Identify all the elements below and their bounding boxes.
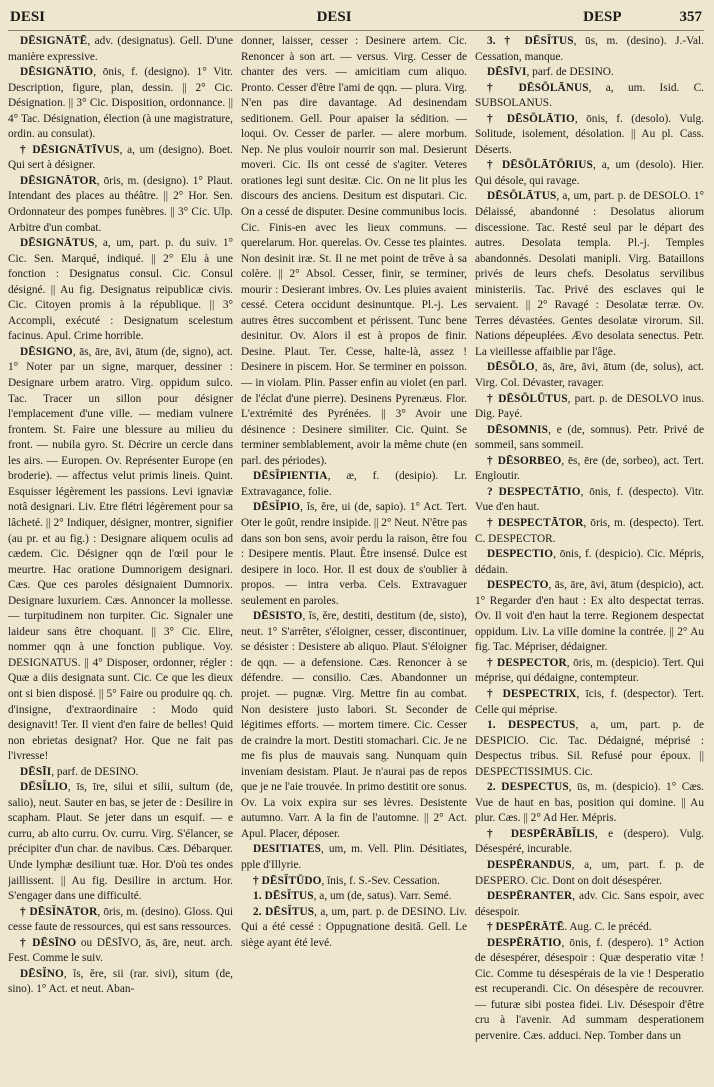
column-2 — [241, 34, 467, 1086]
entry-headword: DESPECTIO — [487, 548, 554, 561]
entry-headword: DESPĒRANTER — [487, 890, 573, 903]
entry-definition: , ōnis, f. (despero). 1° Action de désespérer, désespoir : Quæ desperatio vitæ ! Cic. Comme tu désespérais de la vie ! Desperatio est recuperandi. Cic. On désespère de recouvrer. — futuræ sibi postea fidei. Liv. Désespoir d'être cru à l'avenir. Ad summam desperationem pervenire. Cæs. adduci. Nep. Tomber dans un — [475, 936, 704, 1042]
dictionary-entry — [8, 905, 233, 936]
entry-definition: , ōnis, f. (designo). 1° Vitr. Description, figure, plan, dessin. || 2° Cic. Désignation. || 3° Cic. Disposition, ordonnance. || 4° Tac. Désignation, élection (à une magistrature, ordin. au consulat). — [8, 66, 233, 141]
entry-headword: DĒSIGNĀTUS — [20, 237, 95, 250]
entry-headword: † DĒSĪNO — [20, 936, 77, 949]
entry-headword: DĒSOMNIS — [487, 423, 549, 436]
dictionary-entry — [241, 500, 467, 609]
dictionary-entry — [475, 454, 704, 485]
entry-definition: donner, laisser, cesser : Desinere artem. Cic. Renoncer à son art. — versus. Virg. Cesser de chanter des vers. — amicitiam cum aliquo. Pronto. Cesser d'être l'ami de qqn. — plura. Virg. N'en pas dire davantage. Ad desinendam seditionem. Gell. Pour apaiser la sédition. — loqui. Ov. Cesser de parler. — alere morbum. Nep. Ne plus vouloir nourrir son mal. Desierunt moveri. Cic. Ils ont cessé de s'agiter. Veteres orationes legi sunt desitæ. Cic. On ne lit plus les discours des anciens. Desitum est disputari. Cic. On a cessé de disputer. Desine communibus locis. Cic. Finis-en avec les lieux communs. — querelarum. Hor. querelas. Ov. Cesse tes plaintes. Non desinit iræ. St. Il ne met point de trêve à sa colère. || 2° Absol. Cesser, finir, se terminer, mourir : Desierant imbres. Ov. Les pluies avaient cessé. Cetera occidunt desinuntque. Pl.-j. Les autres êtres succombent et périssent. Tunc bene desinitur. Ov. Alors il est à propos de finir. Desine. Plaut. Ter. Cesse, halte-là, assez ! Desinere in piscem. Hor. Se terminer en poisson. — in violam. Plin. Passer enfin au violet (en parl. de l'éclat d'une pierre). Desinens Pyrenæus. Flor. L'extrémité des Pyrénées. || 3° Avoir une désinence : Desinere similiter. Cic. Quint. Se terminer semblablement, avoir la même chute (en parl. des périodes). — [241, 35, 467, 467]
entry-headword: 2. DESPECTUS — [487, 781, 569, 794]
entry-headword: 2. DĒSĬTUS — [253, 905, 315, 918]
entry-definition: , ās, āre, āvi, ātum (despicio), act. 1° Regarder d'en haut : Ex alto despectat terras. Ov. Il voit d'en haut la terre. Regionem despectat oppidum. Liv. La ville domine la contrée. || 2° Au fig. Tac. Mépriser, dédaigner. — [475, 579, 704, 654]
entry-headword: DĒSISTO — [253, 610, 303, 623]
entry-definition: , a, um (designo). Boet. Qui sert à désigner. — [8, 143, 233, 172]
entry-definition: , a, um, part. f. p. de DESPERO. Cic. Dont on doit désespérer. — [475, 858, 704, 887]
dictionary-entry — [241, 905, 467, 952]
header-center-word: DESI — [316, 9, 352, 25]
dictionary-entry — [241, 609, 467, 842]
dictionary-entry — [8, 65, 233, 143]
entry-headword: † DĒSŌLĀNUS — [487, 81, 589, 94]
dictionary-entry — [475, 889, 704, 920]
dictionary-entry — [475, 65, 704, 81]
dictionary-entry — [475, 392, 704, 423]
entry-headword: † DESPECTRIX — [487, 687, 577, 700]
entry-headword: DESPĒRANDUS — [487, 858, 572, 871]
entry-headword: 1. DĒSĬTUS — [253, 890, 314, 903]
entry-definition: , ōris, m. (desino). Gloss. Qui cesse faute de ressources, qui est sans ressources. — [8, 905, 233, 934]
dictionary-entry — [8, 236, 233, 345]
dictionary-entry — [475, 360, 704, 391]
entry-definition: , a, um (de, satus). Varr. Semé. — [313, 890, 452, 903]
entry-definition: , ās, āre, āvi, ātum (de, signo), act. 1° Noter par un signe, marquer, dessiner : Designare urbem aratro. Virg. oppidum sulco. Tac. Tracer un sillon pour désigner l'emplacement d'une ville. — mediam vulnere frontem. St. Faire une blessure au milieu du front. — nubila gyro. St. Décrire un cercle dans les airs. — Europen. Ov. Représenter Europe (en broderie). — affectus velut primis lineis. Quint. Esquisser légèrement les passions. Levi ignaviæ notâ designari. Liv. Etre flétri légèrement pour sa lâcheté. || 2° Indiquer, désigner, montrer, signifier (au pr. et au fig.) : Designare aliquem oculis ad cædem. Cic. Désigner qqn de l'œil pour le meurtre. Hac oratione Dumnorigem designari. Cæs. Que ces paroles désignaient Dumnorix. Designare luxuriem. Cæs. Annoncer la mollesse. — turpitudinem non turpiter. Cic. Signaler une laideur sans être choquant. || 3° Cic. Elire, nommer qqn à une fonction publique. Voy. DESIGNATUS. || 4° Disposer, ordonner, régler : Quæ a diis designata sunt. Cic. Ce que les dieux ont si bien disposé. || 5° Faire ou produire qq. ch. d'insigne, d'extraordinaire : Modo quid designavit! Ter. Il vient d'en faire de belles! Quid non ebrietas designat? Hor. Que ne fait pas l'ivresse! — [8, 345, 233, 763]
entry-headword: DESPĒRĀTIO — [487, 936, 562, 949]
entry-definition: , ĭnis, f. S.-Sev. Cessation. — [321, 874, 440, 887]
page-number: 357 — [679, 9, 702, 25]
entry-definition: , adv. (designatus). Gell. D'une manière expressive. — [8, 35, 233, 63]
entry-headword: DĒSŌLĀTUS — [487, 190, 557, 203]
entry-definition: , ōnis, f. (despecto). Vitr. Vue d'en haut. — [475, 485, 704, 514]
dictionary-entry — [8, 174, 233, 236]
entry-headword: DĒSĬPIO — [253, 501, 301, 514]
entry-headword: 3. † DĒSĬTUS — [487, 35, 574, 47]
entry-definition: , æ, f. (desipio). Lr. Extravagance, folie. — [241, 470, 467, 498]
dictionary-entry — [8, 143, 233, 174]
dictionary-entry — [475, 578, 704, 656]
entry-definition: , ōris, m. (despecto). Tert. C. DESPECTOR. — [475, 516, 704, 545]
dictionary-entry — [241, 874, 467, 890]
entry-headword: DĒSĪI — [20, 765, 52, 778]
header-left-word: DESI — [10, 9, 46, 25]
dictionary-entry — [475, 858, 704, 889]
entry-definition: , a, um, part. p. du suiv. 1° Cic. Sen. Marqué, indiqué. || 2° Elu à une fonction : Designatus consul. Cic. Consul désigné. || Au fig. Designatus reipublicæ civis. Cic. Citoyen promis à la république. || 3° Accompli, exécuté : Designatum scelestum facinus. Apul. Crime horrible. — [8, 237, 233, 343]
dictionary-entry — [475, 656, 704, 687]
entry-headword: DĒSIGNĀTIO — [20, 66, 94, 79]
dictionary-entry — [475, 547, 704, 578]
dictionary-entry — [8, 936, 233, 967]
dictionary-entry — [475, 158, 704, 189]
header-right-word: DESP — [583, 9, 622, 25]
dictionary-entry — [241, 889, 467, 905]
entry-definition: , ĭs, ĕre, sii (rar. sivi), situm (de, sino). 1° Act. et neut. Aban- — [8, 967, 233, 996]
entry-headword: DĒSĬPIENTIA — [253, 470, 328, 483]
dictionary-entry — [8, 34, 233, 65]
entry-definition: , um, m. Vell. Plin. Désitiates, pple d'Illyrie. — [241, 843, 467, 871]
entry-headword: DĒSIGNĀTOR — [20, 174, 97, 187]
entry-definition: , parf. de DESINO. — [526, 66, 614, 79]
entry-definition: , e (de, somnus). Petr. Privé de sommeil, sans sommeil. — [475, 423, 704, 452]
dictionary-entry — [475, 516, 704, 547]
dictionary-entry — [475, 687, 704, 718]
dictionary-entry — [475, 780, 704, 827]
column-3 — [475, 34, 704, 1086]
entry-headword: 1. DESPECTUS — [487, 719, 576, 732]
entry-definition: , parf. de DESINO. — [51, 765, 139, 778]
entry-headword: DĒSĬLIO — [20, 781, 68, 794]
entry-headword: DESITIATES — [253, 843, 321, 856]
entry-definition: , adv. Cic. Sans espoir, avec désespoir. — [475, 890, 704, 918]
entry-headword: † DESPECTOR — [487, 656, 567, 669]
entry-headword: † DĒSORBEO — [487, 454, 562, 467]
dictionary-entry — [475, 112, 704, 159]
entry-definition: , ēs, ēre (de, sorbeo), act. Tert. Engloutir. — [475, 454, 704, 483]
entry-headword: DĒSIGNĀTĒ — [20, 35, 88, 47]
dictionary-entry — [241, 469, 467, 500]
header-rule — [8, 30, 704, 31]
entry-headword: DĒSIGNO — [20, 345, 73, 358]
dictionary-entry — [8, 967, 233, 998]
entry-headword: † DESPECTĀTOR — [487, 516, 584, 529]
header-right-group — [583, 9, 702, 26]
entry-headword: † DESPĒRĀTĒ — [487, 921, 565, 934]
entry-definition: , īcis, f. (despector). Tert. Celle qui méprise. — [475, 687, 704, 716]
entry-definition: . Aug. C. le précéd. — [564, 921, 652, 934]
entry-headword: † DĒSIGNĀTĪVUS — [20, 143, 120, 156]
entry-definition: , a, um, part. p. de DESINO. Liv. Qui a été cessé : Oppugnatione desitâ. Gell. Le siège ayant été levé. — [241, 905, 467, 949]
dictionary-entry — [8, 780, 233, 904]
entry-definition: , a, um. Isid. C. SUBSOLANUS. — [475, 81, 704, 110]
entry-definition: , a, um, part. p. de DESOLO. 1° Délaissé, abandonné : Desolatus aliorum discessione. Tac. Resté seul par le départ des autres. Desolata templa. Pl.-j. Temples abandonnés. Desolati manipli. Virg. Bataillons privés de leurs chefs. Desolatus servilibus ministeriis. Tac. Privé des esclaves qui le servaient. || 2° Ravagé : Desolatæ terræ. Ov. Terres dévastées. Gentes desolatæ virorum. Sil. Nations dépeuplées. Ævo desolata senectus. Petr. La vieillesse affaiblie par l'âge. — [475, 190, 704, 358]
dictionary-entry — [475, 936, 704, 1045]
dictionary-entry — [475, 718, 704, 780]
entry-definition: , ūs, m. (despicio). 1° Cæs. Vue de haut en bas, position qui domine. || Au plur. Cæs. || 2° Ad Her. Mépris. — [475, 781, 704, 825]
dictionary-entry — [475, 485, 704, 516]
entry-definition: , part. p. de DESOLVO inus. Dig. Payé. — [475, 392, 704, 421]
entry-definition: , ōnis, f. (desolo). Vulg. Solitude, isolement, désolation. || Au pl. Cass. Déserts. — [475, 112, 704, 156]
entry-definition: ou DĒSĪVO, ās, āre, neut. arch. Fest. Comme le suiv. — [8, 936, 233, 965]
entry-definition: , ĭs, ĕre, destiti, destitum (de, sisto), neut. 1° S'arrêter, s'éloigner, cesser, discontinuer, se désister : Desistere ab aliquo. Plaut. S'éloigner de qqn. — a defensione. Cæs. Renoncer à se défendre. — consilio. Cæs. Abandonner un projet. — pugnæ. Virg. Mettre fin au combat. Non desistere justo labori. St. Seconder de légitimes efforts. — mortem timere. Cic. Cesser de craindre la mort. Destiti stomachari. Cic. Je ne me fis plus de mauvais sang. Nunquam quin inveniam desistam. Plaut. Je n'aurai pas de repos que je ne l'aie trouvée. In primo destitit ore sonus. Ov. La voix expira sur ses lèvres. Desistente autumno. Varr. A la fin de l'automne. || 2° Act. Apul. Placer, déposer. — [241, 610, 467, 840]
entry-headword: ? DESPECTĀTIO — [487, 485, 581, 498]
column-1 — [8, 34, 233, 1086]
entry-headword: † DĒSŌLŪTUS — [487, 392, 568, 405]
entry-headword: DĒSĬNO — [20, 967, 64, 980]
dictionary-entry — [475, 827, 704, 858]
entry-headword: † DĒSĬTŪDO — [253, 874, 322, 887]
entry-definition: , ĭs, ĕre, ui (de, sapio). 1° Act. Tert. Oter le goût, rendre insipide. || 2° Neut. N'être pas dans son bon sens, avoir perdu la raison, être fou : Desipere mentis. Plaut. Être insensé. Dulce est desipere in loco. Hor. Il est doux de s'oublier à propos. — intra verba. Cels. Extravaguer seulement en paroles. — [241, 501, 467, 607]
entry-headword: DĒSĪVI — [487, 66, 527, 79]
dictionary-entry — [475, 423, 704, 454]
dictionary-entry — [475, 920, 704, 936]
dictionary-entry — [8, 765, 233, 781]
dictionary-entry — [241, 34, 467, 469]
dictionary-entry — [475, 189, 704, 360]
entry-definition: , a, um, part. p. de DESPICIO. Cic. Tac. Dédaigné, méprisé : Despectus tribus. Sil. Refusé pour époux. || DESPECTISSIMUS. Cic. — [475, 719, 704, 778]
entry-headword: † DĒSĬNĀTOR — [20, 905, 98, 918]
entry-definition: , ās, āre, āvi, ātum (de, solus), act. Virg. Col. Dévaster, ravager. — [475, 361, 704, 390]
dictionary-entry — [475, 81, 704, 112]
entry-definition: , a, um (desolo). Hier. Qui désole, qui ravage. — [475, 159, 704, 187]
entry-headword: DESPECTO — [487, 579, 549, 592]
columns — [8, 34, 704, 1086]
entry-headword: † DĒSŌLĀTIO — [487, 112, 575, 125]
entry-headword: † DESPĒRĀBĬLIS — [487, 827, 595, 840]
dictionary-entry — [241, 842, 467, 873]
running-header — [8, 6, 704, 26]
entry-definition: , e (despero). Vulg. Désespéré, incurable. — [475, 827, 704, 856]
entry-definition: , ōris, m. (despicio). Tert. Qui méprise, qui dédaigne, contempteur. — [475, 656, 704, 685]
dictionary-entry — [8, 345, 233, 765]
entry-definition: , īs, īre, silui et silii, sultum (de, salio), neut. Sauter en bas, se jeter de : Desilire in scapham. Plaut. Se jeter dans un esquif. — e curru, ab alto curru. Ov. curru. Virg. S'élancer, se précipiter d'un char. de navibus. Cæs. Débarquer. Unde lymphæ desiliunt tuæ. Hor. D'où tes ondes jaillissent. || Au fig. Desilire in arctum. Hor. S'engager dans une difficulté. — [8, 781, 233, 903]
entry-headword: DĒSŌLO — [487, 361, 535, 374]
dictionary-entry — [475, 34, 704, 65]
entry-definition: , ōris, m. (designo). 1° Plaut. Intendant des places au théâtre. || 2° Hor. Sen. Ordonnateur des pompes funèbres. || 3° Cic. Ulp. Arbitre d'un combat. — [8, 174, 233, 234]
entry-headword: † DĒSŌLĀTŌRIUS — [487, 159, 593, 172]
entry-definition: , ōnis, f. (despicio). Cic. Mépris, dédain. — [475, 548, 704, 576]
entry-definition: , ūs, m. (desino). J.-Val. Cessation, manque. — [475, 35, 704, 63]
